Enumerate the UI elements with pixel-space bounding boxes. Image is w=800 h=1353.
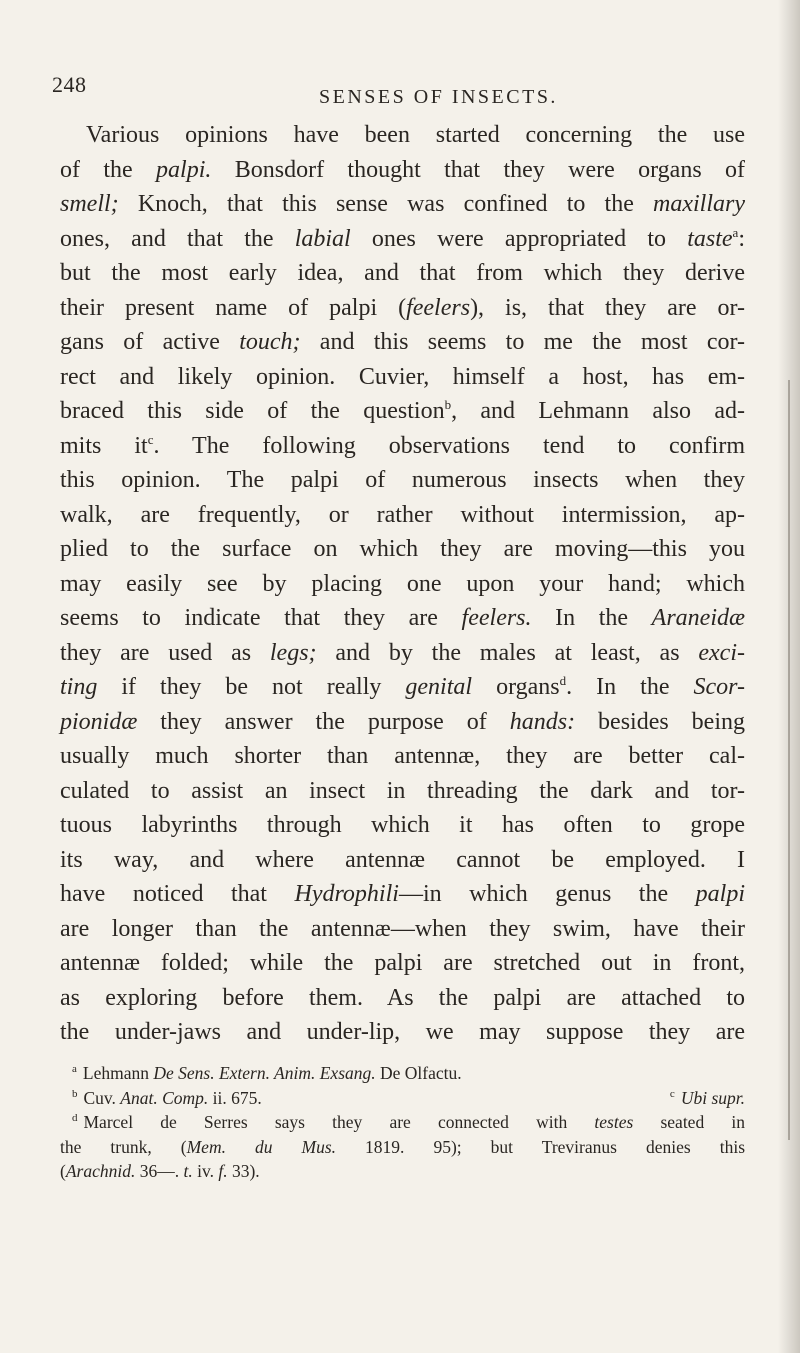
text-line: are longer than the antennæ—when they swim, have their [60,915,745,942]
footnote-d-cont: (Arachnid. 36—. t. iv. f. 33). [60,1161,260,1181]
footnote-a: $^a$ Lehmann De Sens. Extern. Anim. Exsang. De Olfactu. [72,1063,462,1083]
text-line: usually much shorter than antennæ, they are better cal- [60,743,745,769]
text-line: may easily see by placing one upon your hand; which [60,570,745,597]
text-line: of the palpi. Bonsdorf thought that they were organs of [60,156,746,183]
text-line: tuous labyrinths through which it has often to grope [60,812,745,838]
footnotes [60,1061,745,1184]
text-line: ones, and that the labial ones were appropriated to taste$^a$: [60,224,745,252]
text-line: but the most early idea, and that from which they derive [60,260,745,286]
page-header [52,72,772,112]
text-line: Various opinions have been started concerning the use [86,122,745,148]
text-line: plied to the surface on which they are moving—this you [60,536,745,562]
page-number: 248 [52,72,87,97]
footnote-ref-d: d [559,673,567,688]
footnote-ref-a: a [732,224,739,240]
text-line: smell; Knoch, that this sense was confined to the maxillary [60,191,745,217]
footnote-ref-b: b [444,397,452,412]
body-paragraph [60,118,745,1050]
text-line: walk, are frequently, or rather without intermission, ap- [60,501,745,528]
running-head: SENSES OF INSECTS. [319,86,558,108]
text-line: pionidæ they answer the purpose of hands: besides being [60,708,745,735]
text-line: their present name of palpi (feelers), is, that they are or- [60,294,746,321]
text-line: mits $it^c$. The following observations tend to confirm [60,431,745,459]
text-line: antennæ folded; while the palpi are stretched out in front, [60,950,745,976]
page-edge-line [788,380,790,1140]
text-line: its way, and where antennæ cannot be employed. I [60,846,745,873]
footnote-d: $^d$ Marcel de Serres says they are connected with testes seated in [72,1112,745,1132]
text-line: seems to indicate that they are feelers. In the Araneidæ [60,605,745,631]
text-line: have noticed that Hydrophili—in which genus the palpi [60,881,745,907]
text-line: gans of active touch; and this seems to me the most cor- [60,329,746,355]
text-line: they are used as legs; and by the males at least, as exci- [60,639,745,666]
footnote-c: $^c$ Ubi supr. [669,1087,745,1108]
text-line: as exploring before them. As the palpi are attached to [60,984,745,1011]
text-line: the under-jaws and under-lip, we may suppose they are [60,1019,745,1045]
footnote-ref-c: c [147,431,154,447]
footnote-b-c [60,1086,745,1111]
text-line: ting if they be not really genital organs$^d$. In the Scor- [60,673,746,700]
text-line: culated to assist an insect in threading the dark and tor- [60,777,745,804]
text-line: braced this side of the question$^b$, and Lehmann also ad- [60,397,745,424]
text-line: rect and likely opinion. Cuvier, himself a host, has em- [60,363,745,390]
footnote-d-cont: the trunk, (Mem. du Mus. 1819. 95); but Treviranus denies this [60,1136,745,1157]
text-line: this opinion. The palpi of numerous insects when they [60,467,745,493]
footnote-b: $^b$ Cuv. Anat. Comp. ii. 675. [72,1087,262,1108]
